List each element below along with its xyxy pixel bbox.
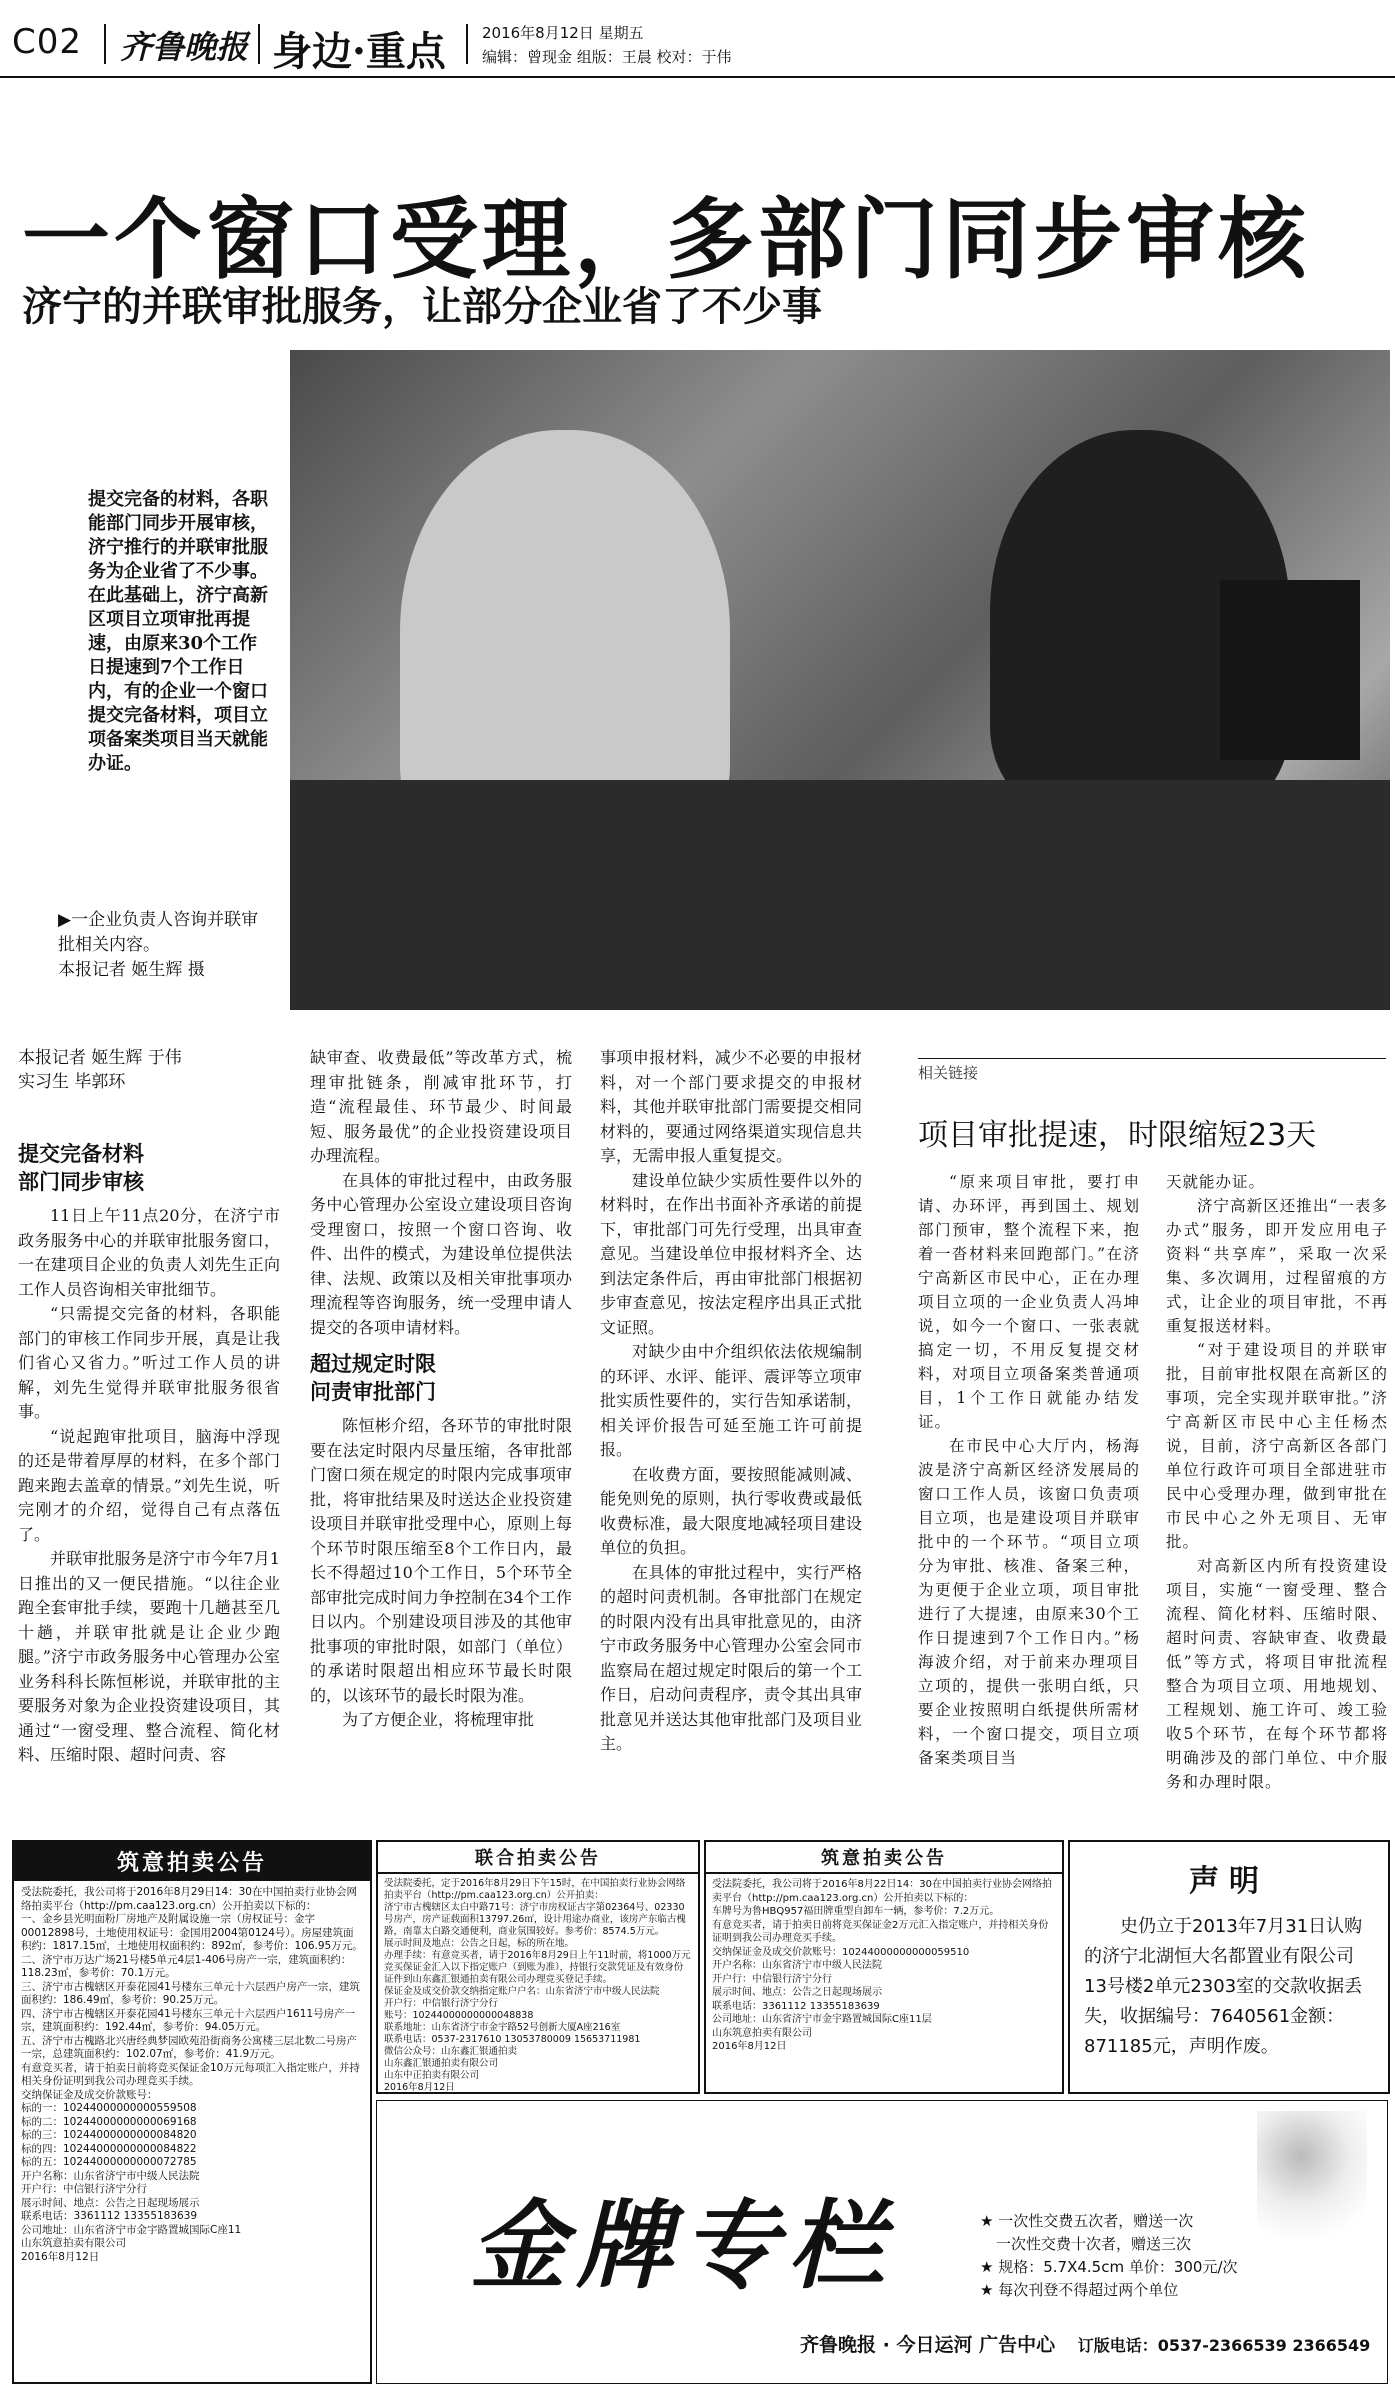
ad-line: 开户名称：山东省济宁市中级人民法院 <box>712 1960 882 1971</box>
ad-line: 展示时间、地点：公告之日起现场展示 <box>712 1987 882 1998</box>
byline <box>18 1046 278 1094</box>
photo-lead-caption: 提交完备的材料，各职能部门同步开展审核，济宁推行的并联审批服务为企业省了不少事。在此基础上，济宁高新区项目立项审批再提速，由原来30个工作日提速到7个工作日内，有的企业一个窗口提交完备材料，项目立项备案类项目当天就能办证。 <box>88 489 268 774</box>
related-link-tag <box>918 1058 1386 1081</box>
statement-text: 史仍立于2013年7月31日认购的济宁北湖恒大名都置业有限公司13号楼2单元2303室的交款收据丢失，收据编号：7640561金额：871185元，声明作废。 <box>1084 1916 1363 2057</box>
ad-body <box>14 1881 370 2269</box>
ad-line: 受法院委托，定于2016年8月29日下午15时，在中国拍卖行业协会网络拍卖平台（http://pm.caa123.org.cn）公开拍卖： <box>384 1878 686 1901</box>
paragraph: 在收费方面，要按照能减则减、能免则免的原则，执行零收费或最低收费标准，最大限度地减轻项目建设单位的负担。 <box>600 1464 862 1557</box>
ad-title: 联合拍卖公告 <box>378 1842 698 1874</box>
auction-notice-3 <box>704 1840 1064 2094</box>
ad-line: 标的三：10244000000000084820 <box>21 2129 197 2141</box>
byline-reporters: 本报记者 姬生辉 于伟 <box>18 1048 182 1068</box>
paragraph: 并联审批服务是济宁市今年7月1日推出的又一便民措施。“以往企业跑全套审批手续，要跑十几趟甚至几十趟，并联审批就是让企业少跑腿。”济宁市政务服务中心管理办公室业务科科长陈恒彬说，并联审批的主要服务对象为企业投资建设项目，其通过“一窗受理、整合流程、简化材料、压缩时限、超时问责、容 <box>18 1549 280 1764</box>
ad-line: 二、济宁市万达广场21号楼5单元4层1-406号房产一宗，建筑面积约：118.23㎡，参考价：70.1万元。 <box>21 1953 352 1979</box>
news-photo <box>290 350 1390 1010</box>
section-heading: 提交完备材料 部门同步审核 <box>18 1142 144 1194</box>
statement-title: 声明 <box>1189 1864 1269 1899</box>
paragraph: “说起跑审批项目，脑海中浮现的还是带着厚厚的材料，在多个部门跑来跑去盖章的情景。”刘先生说，听完刚才的介绍，觉得自己有点落伍了。 <box>18 1426 280 1544</box>
related-column-2 <box>1166 1170 1388 1794</box>
ad-line: 联系电话：3361112 13355183639 <box>21 2210 198 2222</box>
section-heading: 超过规定时限 问责审批部门 <box>310 1352 436 1404</box>
ad-line: 标的五：10244000000000072785 <box>21 2156 197 2168</box>
ad-line: 办理手续：有意竞买者，请于2016年8月29日上午11时前，将1000万元竞买保证金汇入以下指定账户（到账为准），持银行交款凭证及有效身份证件到山东鑫汇银通拍卖有限公司办理竞买登记手续。 <box>384 1950 691 1985</box>
ad-line: 济宁市古槐辖区太白中路71号：济宁市房权证古字第02364号、02330号房产，房产证载面积13797.26㎡，设计用途办商业，该房产东临古槐路，南靠太白路交通便利，商业氛围较好。参考价：8574.5万元。 <box>384 1902 686 1937</box>
ad-line: 联系地址：山东省济宁市金宇路52号创新大厦A座216室 <box>384 2022 621 2033</box>
paragraph: 对缺少由中介组织依法依规编制的环评、水评、能评、震评等立项审批实质性要件的，实行告知承诺制，相关评价报告可延至施工许可前提报。 <box>600 1342 862 1459</box>
ad-line: 五、济宁市古槐路北兴唐经典梦园欧苑沿街商务公寓楼三层北数二号房产一宗，总建筑面积约：102.07㎡，参考价：41.9万元。 <box>21 2034 357 2060</box>
header-divider <box>258 24 260 64</box>
ad-line: 有意竞买者，请于拍卖日前将竞买保证金2万元汇入指定账户，并持相关身份证明到我公司办理竞买手续。 <box>712 1919 1049 1944</box>
paragraph: 11日上午11点20分，在济宁市政务服务中心的并联审批服务窗口，一在建项目企业的负责人刘先生正向工作人员咨询相关审批细节。 <box>18 1206 280 1299</box>
footer-brand: 齐鲁晚报 · 今日运河 广告中心 <box>800 2334 1056 2356</box>
ad-line: 2016年8月12日 <box>21 2250 100 2263</box>
date-line: 2016年8月12日 星期五 <box>482 24 644 42</box>
rate-line: 一次性交费十次者，赠送三次 <box>996 2235 1192 2253</box>
ad-line: 四、济宁市古槐辖区开泰花园41号楼东三单元十六层西户1611号房产一宗，建筑面积约：192.44㎡，参考价：94.05万元。 <box>21 2007 356 2033</box>
ad-rates <box>980 2210 1380 2302</box>
article-column-2 <box>310 1046 572 1733</box>
page-number: C02 <box>12 22 83 62</box>
related-column-1 <box>918 1170 1140 1770</box>
ad-line: 2016年8月12日 <box>712 2041 787 2052</box>
ad-line: 有意竞买者，请于拍卖日前将竞买保证金10万元每项汇入指定账户，并持相关身份证明到我公司办理竞买手续。 <box>21 2061 360 2087</box>
statement-notice <box>1068 1840 1390 2094</box>
footer-phone: 订版电话：0537-2366539 2366549 <box>1077 2336 1371 2355</box>
newspaper-logo: 齐鲁晚报 <box>120 28 249 66</box>
ad-line: 开户行：中信银行济宁分行 <box>712 1973 832 1985</box>
headline: 一个窗口受理，多部门同步审核 <box>22 188 1311 291</box>
article-column-3 <box>600 1046 862 1757</box>
ad-line: 受法院委托，我公司将于2016年8月22日14：30在中国拍卖行业协会网络拍卖平台（http://pm.caa123.org.cn）公开拍卖以下标的： <box>712 1879 1052 1904</box>
rate-line: ★ 每次刊登不得超过两个单位 <box>980 2281 1179 2299</box>
paragraph: 建设单位缺少实质性要件以外的材料时，在作出书面补齐承诺的前提下，审批部门可先行受理，出具审查意见。当建设单位申报材料齐全、达到法定条件后，再由审批部门根据初步审查意见，按法定程序出具正式批文证照。 <box>600 1170 862 1337</box>
auction-notice-1 <box>12 1840 372 2384</box>
ad-line: 2016年8月12日 <box>384 2082 455 2093</box>
byline-intern: 实习生 毕郭环 <box>18 1072 126 1092</box>
ad-line: 开户行：中信银行济宁分行 <box>21 2183 147 2195</box>
ad-line: 山东中正拍卖有限公司 <box>384 2070 480 2081</box>
photo-credit: 本报记者 姬生辉 摄 <box>58 960 205 980</box>
ad-line: 联系电话：0537-2317610 13053780009 15653711981 <box>384 2034 641 2045</box>
ad-line: 标的一：10244000000000559508 <box>21 2102 197 2114</box>
ad-footer <box>800 2330 1370 2357</box>
ad-line: 车牌号为鲁HBQ957福田牌重型自卸车一辆，参考价：7.2万元。 <box>712 1906 1000 1917</box>
paragraph: 对高新区内所有投资建设项目，实施“一窗受理、整合流程、简化材料、压缩时限、超时问责、容缺审查、收费最低”等方式，将项目审批流程整合为项目立项、用地规划、工程规划、施工许可、竣工验收5个环节，在每个环节都将明确涉及的部门单位、中介服务和办理时限。 <box>1166 1557 1388 1791</box>
ad-line: 交纳保证金及成交价款账号：10244000000000059510 <box>712 1946 970 1958</box>
ad-title: 筑意拍卖公告 <box>14 1842 370 1881</box>
photo-counter <box>290 780 1390 1010</box>
related-headline: 项目审批提速，时限缩短23天 <box>918 1118 1317 1153</box>
ad-body <box>378 1874 698 2098</box>
subheadline: 济宁的并联审批服务，让部分企业省了不少事 <box>22 284 822 330</box>
ad-line: 展示时间、地点：公告之日起现场展示 <box>21 2196 200 2209</box>
gold-column-title: 金牌专栏 <box>470 2189 894 2302</box>
paragraph: 陈恒彬介绍，各环节的审批时限要在法定时限内尽量压缩，各审批部门窗口须在规定的时限内完成事项审批，将审批结果及时送达企业投资建设项目并联审批受理中心，原则上每个环节时限压缩至8个工作日内，最长不得超过10个工作日，5个环节全部审批完成时间力争控制在34个工作日以内。个别建设项目涉及的其他审批事项的审批时限，如部门（单位）的承诺时限超出相应环节最长时限的，以该环节的最长时限为准。 <box>310 1416 572 1705</box>
ad-line: 标的二：10244000000000069168 <box>21 2115 197 2128</box>
ad-line: 标的四：10244000000000084822 <box>21 2142 197 2155</box>
ad-line: 开户行：中信银行济宁分行 <box>384 1998 499 2009</box>
section-title: 身边·重点 <box>272 28 446 75</box>
ad-line: 交纳保证金及成交价款账号： <box>21 2088 158 2101</box>
rate-line: ★ 规格：5.7X4.5cm 单价：300元/次 <box>980 2258 1238 2276</box>
article-column-1 <box>18 1130 280 1768</box>
ad-title: 筑意拍卖公告 <box>706 1842 1062 1874</box>
paragraph: 济宁高新区还推出“一表多办式”服务，即开发应用电子资料“共享库”，采取一次采集、多次调用，过程留痕的方式，让企业的项目审批，不再重复报送材料。 <box>1166 1197 1388 1335</box>
paragraph: 缺审查、收费最低”等改革方式，梳理审批链条，削减审批环节，打造“流程最佳、环节最少、时间最短、服务最优”的企业投资建设项目办理流程。 <box>310 1048 572 1165</box>
staff-line: 编辑：曾现金 组版：王晨 校对：于伟 <box>482 48 732 66</box>
rate-line: ★ 一次性交费五次者，赠送一次 <box>980 2212 1194 2230</box>
auction-notice-2 <box>376 1840 700 2094</box>
ad-line: 山东鑫汇银通拍卖有限公司 <box>384 2058 499 2069</box>
photo-caption <box>58 908 268 983</box>
ad-line: 联系电话：3361112 13355183639 <box>712 2000 880 2012</box>
ad-line: 公司地址：山东省济宁市金宇路置城国际C座11层 <box>712 2014 932 2025</box>
paragraph: “对于建设项目的并联审批，目前审批权限在高新区的事项，完全实现并联审批。”济宁高新区市民中心主任杨杰说，目前，济宁高新区各部门单位行政许可项目全部进驻市民中心受理办理，做到审批在市民中心之外无项目、无审批。 <box>1166 1341 1388 1551</box>
ad-line: 微信公众号：山东鑫汇银通拍卖 <box>384 2046 518 2057</box>
header-divider <box>104 24 106 64</box>
paragraph: 为了方便企业，将梳理审批 <box>342 1710 535 1729</box>
ad-body <box>706 1874 1062 2058</box>
ad-line: 一、金乡县光明面粉厂房地产及附属设施一宗（房权证号：金字00012898号，土地使用权证号：金国用2004第0124号）。房屋建筑面积约：1817.15㎡，土地使用权面积约：892㎡，参考价：106.95万元。 <box>21 1913 363 1952</box>
photo-monitor <box>1220 580 1360 760</box>
ad-line: 山东筑意拍卖有限公司 <box>21 2237 126 2249</box>
ad-line: 山东筑意拍卖有限公司 <box>712 2027 812 2039</box>
paragraph: 在市民中心大厅内，杨海波是济宁高新区经济发展局的窗口工作人员，该窗口负责项目立项，也是建设项目并联审批中的一个环节。“项目立项分为审批、核准、备案三种，为更便于企业立项，项目审批进行了大提速，由原来30个工作日提速到7个工作日内。”杨海波介绍，对于前来办理项目立项的，提供一张明白纸，只要企业按照明白纸提供所需材料，一个窗口提交，项目立项备案类项目当 <box>918 1437 1140 1767</box>
ad-line: 展示时间及地点：公告之日起，标的所在地。 <box>384 1938 575 1949</box>
photo-caption-text: ▶一企业负责人咨询并联审批相关内容。 <box>58 910 259 955</box>
ad-line: 公司地址：山东省济宁市金宇路置城国际C座11 <box>21 2223 242 2236</box>
ad-line: 受法院委托，我公司将于2016年8月29日14：30在中国拍卖行业协会网络拍卖平台（http://pm.caa123.org.cn）公开拍卖以下标的： <box>21 1886 357 1912</box>
ad-line: 开户名称：山东省济宁市中级人民法院 <box>21 2169 200 2182</box>
paragraph: 天就能办证。 <box>1166 1173 1266 1191</box>
ad-line: 账号：10244000000000048838 <box>384 2010 534 2021</box>
header-divider <box>466 24 468 64</box>
ad-line: 三、济宁市古槐辖区开泰花园41号楼东三单元十六层西户房产一宗，建筑面积约：186.49㎡，参考价：90.25万元。 <box>21 1980 360 2006</box>
ad-line: 保证金及成交价款交纳指定账户户名：山东省济宁市中级人民法院 <box>384 1986 660 1997</box>
paragraph: “原来项目审批，要打申请、办环评，再到国土、规划部门预审，整个流程下来，抱着一沓材料来回跑部门。”在济宁高新区市民中心，正在办理项目立项的一企业负责人冯坤说，如今一个窗口、一张表就搞定一切，不用反复提交材料，对项目立项备案类普通项目，1个工作日就能办结发证。 <box>918 1173 1140 1431</box>
related-link-label: 相关链接 <box>918 1064 979 1082</box>
paragraph: 在具体的审批过程中，由政务服务中心管理办公室设立建设项目咨询受理窗口，按照一个窗口咨询、收件、出件的模式，为建设单位提供法律、法规、政策以及相关审批事项办理流程等咨询服务，统一受理申请人提交的各项申请材料。 <box>310 1170 572 1337</box>
paragraph: “只需提交完备的材料，各职能部门的审核工作同步开展，真是让我们省心又省力。”听过工作人员的讲解，刘先生觉得并联审批服务很省事。 <box>18 1304 280 1421</box>
paragraph: 事项申报材料，减少不必要的申报材料，对一个部门要求提交的申报材料，其他并联审批部门需要提交相同材料的，要通过网络渠道实现信息共享，无需申报人重复提交。 <box>600 1048 862 1165</box>
paragraph: 在具体的审批过程中，实行严格的超时问责机制。各审批部门在规定的时限内没有出具审批意见的，由济宁市政务服务中心管理办公室会同市监察局在超过规定时限后的第一个工作日，启动问责程序，责令其出具审批意见并送达其他审批部门及项目业主。 <box>600 1562 862 1753</box>
